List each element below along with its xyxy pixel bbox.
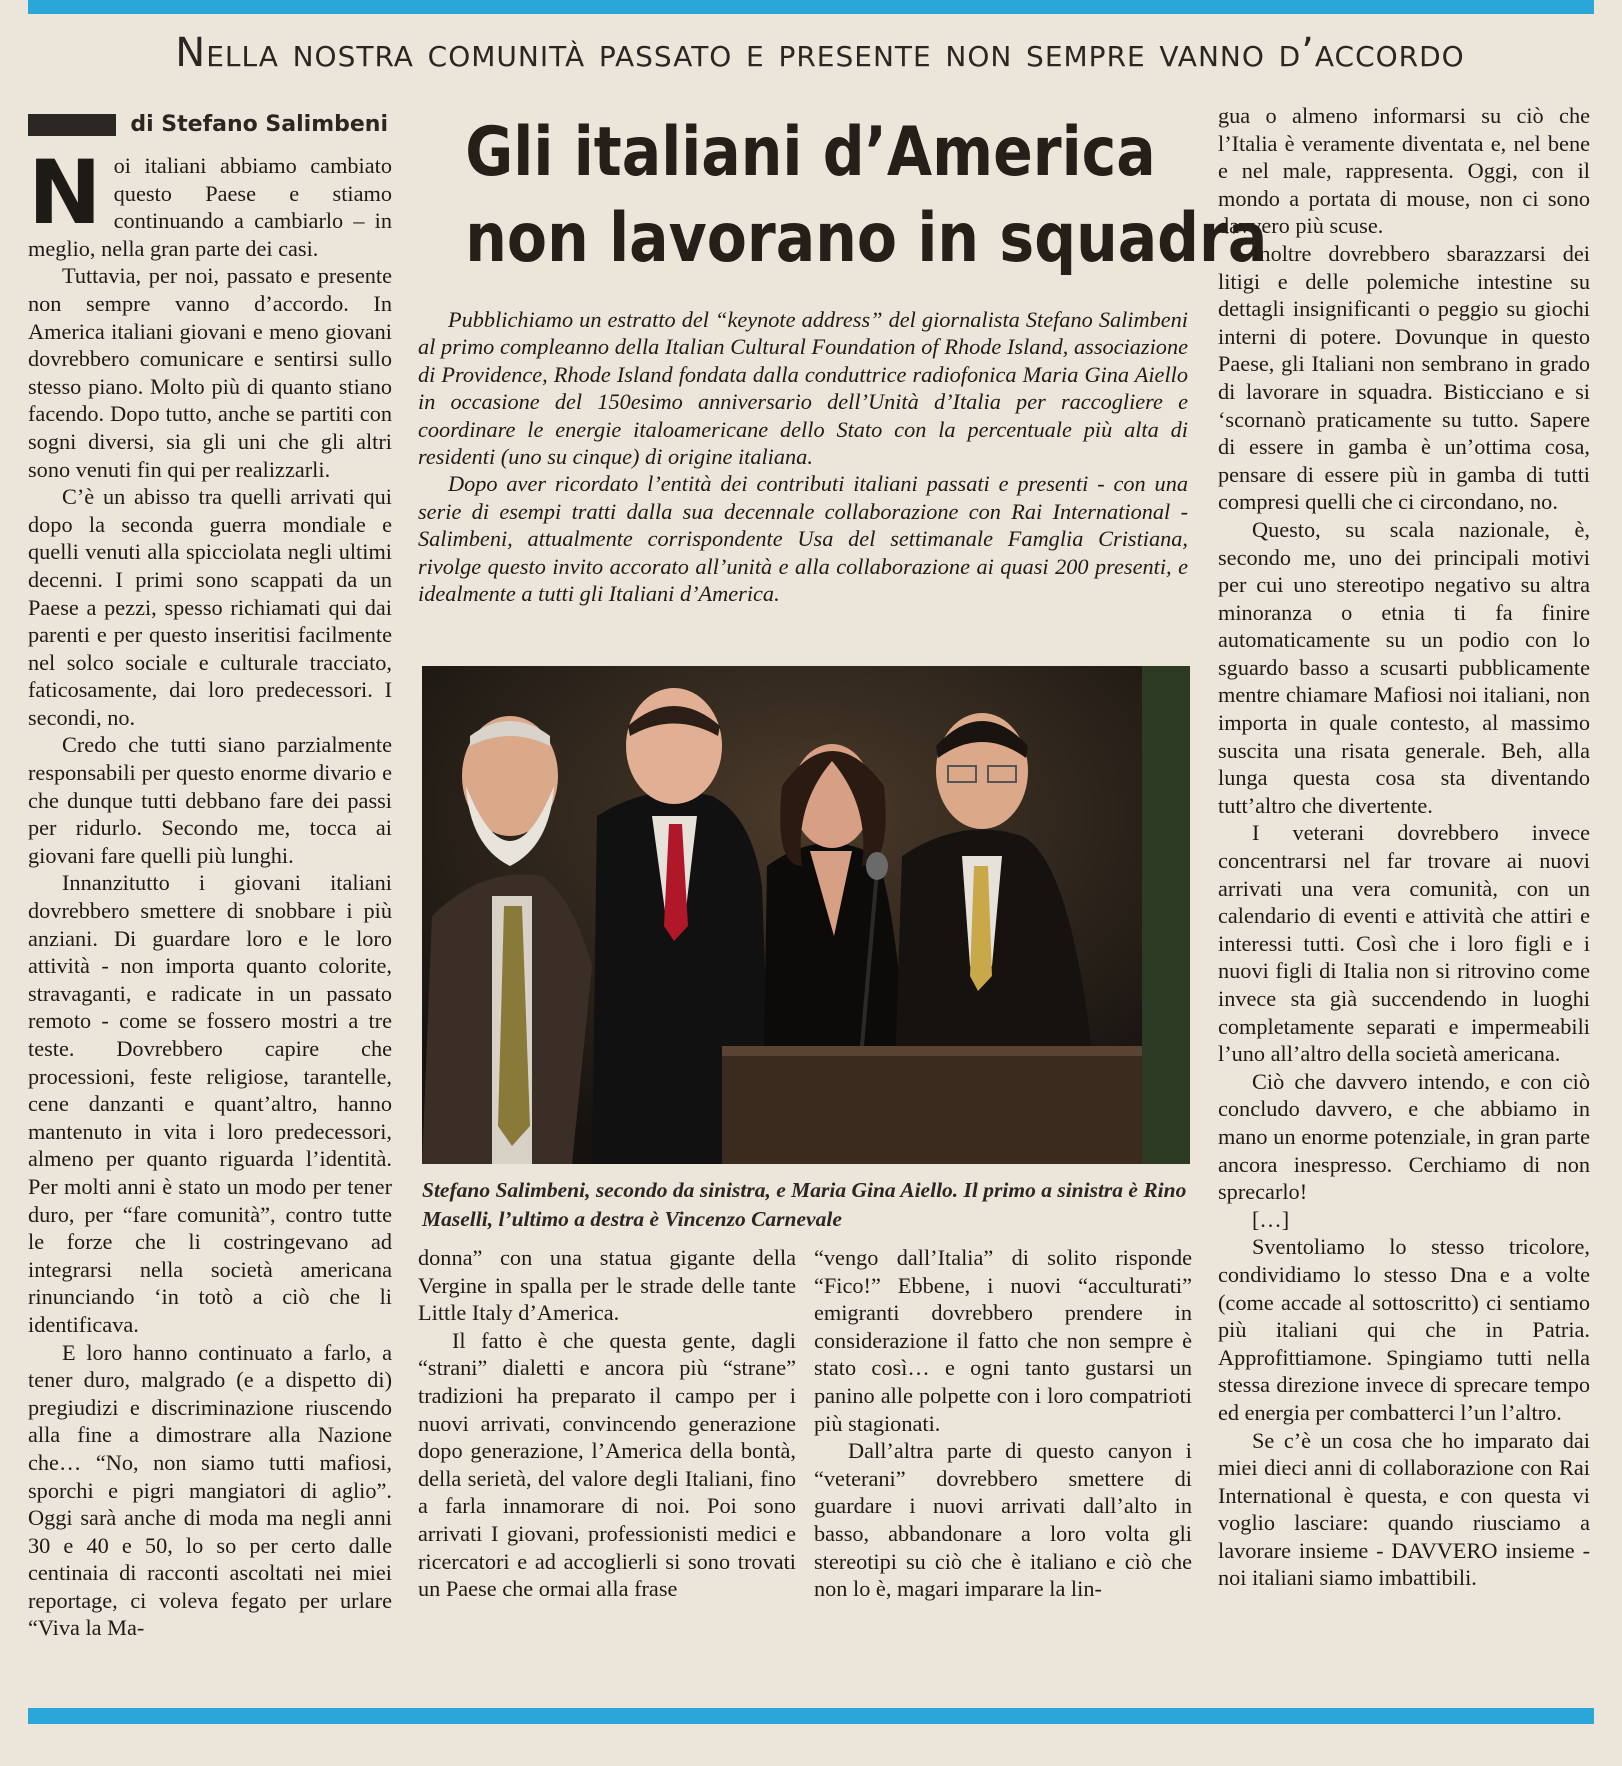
top-blue-rule [28,0,1594,14]
byline [28,112,388,137]
intro-paragraph: Dopo aver ricordato l’entità dei contributi italiani passati e presenti - con una serie di esempi tratti dalla sua decennale collaborazione con Rai International - Salimbeni, attualmente corrispondente Usa del settimanale Famglia Cristiana, rivolge questo invito accorato all’unità e alla collaborazione ai quasi 200 presenti, e idealmente a tutti gli Italiani d’America. [418,471,1188,607]
microphone [866,852,888,880]
drop-cap: N [28,141,102,244]
article-paragraph: Sventoliamo lo stesso tricolore, condividiamo lo stesso Dna e a volte (come accade al sottoscritto) ci sentiamo più italiani qui che in Patria. Approfittiamone. Spingiamo tutti nella stessa direzione invece di sprecare tempo ed energia per combatterci l’un l’altro. [1218,1234,1590,1425]
article-paragraph: E loro hanno continuato a farlo, a tener duro, malgrado (e a dispetto di) pregiudizi e discriminazione riuscendo alla fine a dimostrare alla Nazione che… “No, non siamo tutti mafiosi, sporchi e pigri mangiatori di aglio”. Oggi sarà anche di moda ma negli anni 30 e 40 e 50, lo so per certo dalle centinaia di racconti ascoltati nei miei reportage, ci voleva fegato per urlare “Viva la Ma- [28,1339,392,1641]
article-paragraph: Innanzitutto i giovani italiani dovrebbero smettere di snobbare i più anziani. Di guardare loro e le loro attività - non importa quanto colorite, stravaganti, e radicate in un passato remoto - come se fossero mostri a tre teste. Dovrebbero capire che processioni, feste religiose, tarantelle, cene danzanti e quant’altro, hanno mantenuto in vita i loro predecessori, almeno per quanto riguarda l’identità. Per molti anni è stato un modo per tener duro, per “fare comunità”, contro tutte le forze che li costringevano ad integrarsi nella società americana rinunciando ‘in totò a ciò che li identificava. [28,870,392,1337]
article-column-1 [28,141,392,1642]
article-paragraph: Noi italiani abbiamo cambiato questo Paese e stiamo continuando a cambiarlo – in meglio, nella gran parte dei casi. [28,141,392,261]
article-paragraph: C’è un abisso tra quelli arrivati qui dopo la seconda guerra mondiale e quelli venuti alla spicciolata negli ultimi decenni. I primi sono scappati da un Paese a pezzi, spesso richiamati qui dai parenti e per questo inseritisi facilmente nel solco sociale e culturale tracciato, faticosamente, dai loro predecessori. I secondi, no. [28,484,392,730]
article-paragraph: “vengo dall’Italia” di solito risponde “Fico!” Ebbene, i nuovi “acculturati” emigranti dovrebbero prendere in considerazione il fatto che non sempre è stato così… e ogni tanto gustarsi un panino alle polpette con i loro compatrioti più stagionati. [814,1245,1192,1436]
article-paragraph: Il fatto è che questa gente, dagli “strani” dialetti e ancora più “strane” tradizioni ha preparato il campo per i nuovi arrivati, convincendo generazione dopo generazione, l’America della bontà, della serietà, del valore degli Italiani, fino a farla innamorare di noi. Poi sono arrivati I giovani, professionisti medici e ricercatori e ad accoglierli si sono trovati un Paese che ormai alla frase [418,1327,796,1602]
article-column-2 [418,1244,796,1603]
byline-author: di Stefano Salimbeni [130,112,388,137]
kicker-headline: Nella nostra comunità passato e presente non sempre vanno d’accordo [175,30,1465,76]
article-paragraph: Inoltre dovrebbero sbarazzarsi dei litigi e delle polemiche intestine su dettagli insignificanti o peggio su giochi interni di potere. Dovunque in questo Paese, gli Italiani non sembrano in grado di lavorare in squadra. Bisticciano e si ‘scornanò praticamente su tutto. Sapere di essere in gamba è un’ottima cosa, pensare di essere più in gamba di tutti compresi quelli che ci circondano, no. [1218,240,1590,515]
article-paragraph: Dall’altra parte di questo canyon i “veterani” dovrebbero smettere di guardare i nuovi arrivati dall’alto in basso, abbandonare a loro volta gli stereotipi su ciò che è italiano e ciò che non lo è, magari imparare la lin- [814,1438,1192,1602]
headline-line-2: non lavorano in squadra [465,199,1268,278]
article-paragraph: Questo, su scala nazionale, è, secondo me, uno dei principali motivi per cui uno stereotipo negativo su altra minoranza o etnia ti fa finire automaticamente su un podio con lo sguardo basso a scusarti pubblicamente mentre chiamare Mafiosi noi italiani, non importa in quale contesto, al massimo suscita una risata generale. Beh, alla lunga questa cosa sta diventando tutt’altro che divertente. [1218,516,1590,818]
headline-line-1: Gli italiani d’America [465,113,1156,192]
article-paragraph: […] [1252,1206,1290,1232]
article-paragraph: Ciò che davvero intendo, e con ciò concludo davvero, e che abbiamo in mano un enorme potenziale, in gran parte ancora inespresso. Cerchiamo di non sprecarlo! [1218,1068,1590,1205]
article-column-3 [814,1244,1192,1603]
photo-caption: Stefano Salimbeni, secondo da sinistra, e Maria Gina Aiello. Il primo a sinistra è Rino Maselli, l’ultimo a destra è Vincenzo Carnevale [422,1178,1187,1231]
article-paragraph: I veterani dovrebbero invece concentrarsi nel far trovare ai nuovi arrivati una vera comunità, con un calendario di eventi e attività che attiri e interessi tutti. Così che i loro figli e i nuovi figli di Italia non si ritrovino come invece sta già succendendo in luoghi completamente separati e impermeabili l’uno all’altro della società americana. [1218,820,1590,1067]
article-paragraph: Se c’è un cosa che ho imparato dai miei dieci anni di collaborazione con Rai International è questa, e con questa vi voglio lasciare: quando riusciamo a lavorare insieme - DAVVERO insieme - noi italiani siamo imbattibili. [1218,1427,1590,1591]
bottom-blue-rule [28,1708,1594,1724]
article-paragraph: gua o almeno informarsi su ciò che l’Italia è veramente diventata e, nel bene e nel male, rappresenta. Oggi, con il mondo a portata di mouse, non ci sono davvero più scuse. [1218,103,1590,239]
podium [722,1046,1142,1164]
article-paragraph: Tuttavia, per noi, passato e presente non sempre vanno d’accordo. In America italiani giovani e meno giovani dovrebbero comunicare e sentirsi sullo stesso piano. Molto più di quanto stiano facendo. Dopo tutto, anche se partiti con sogni diversi, sia gli uni che gli altri sono venuti fin qui per realizzarli. [28,263,392,482]
article-paragraph: Credo che tutti siano parzialmente responsabili per questo enorme divario e che dunque tutti debbano fare dei passi per ridurlo. Secondo me, tocca ai giovani fare quelli più lunghi. [28,732,392,868]
main-headline [465,110,1268,282]
article-paragraph: donna” con una statua gigante della Vergine in spalla per le strade delle tante Little Italy d’America. [418,1245,796,1326]
standfirst-intro [418,306,1188,607]
article-column-4 [1218,102,1590,1592]
intro-paragraph: Pubblichiamo un estratto del “keynote address” del giornalista Stefano Salimbeni al primo compleanno della Italian Cultural Foundation of Rhode Island, associazione di Providence, Rhode Island fondata dalla conduttrice radiofonica Maria Gina Aiello in occasione del 150esimo anniversario dell’Unità d’Italia per raccogliere e coordinare le energie italoamericane dello Stato con la percentuale più alta di residenti (uno su cinque) di origine italiana. [418,307,1188,470]
byline-bar [28,114,116,136]
article-photo [422,666,1190,1164]
photo-illustration [422,666,1190,1164]
